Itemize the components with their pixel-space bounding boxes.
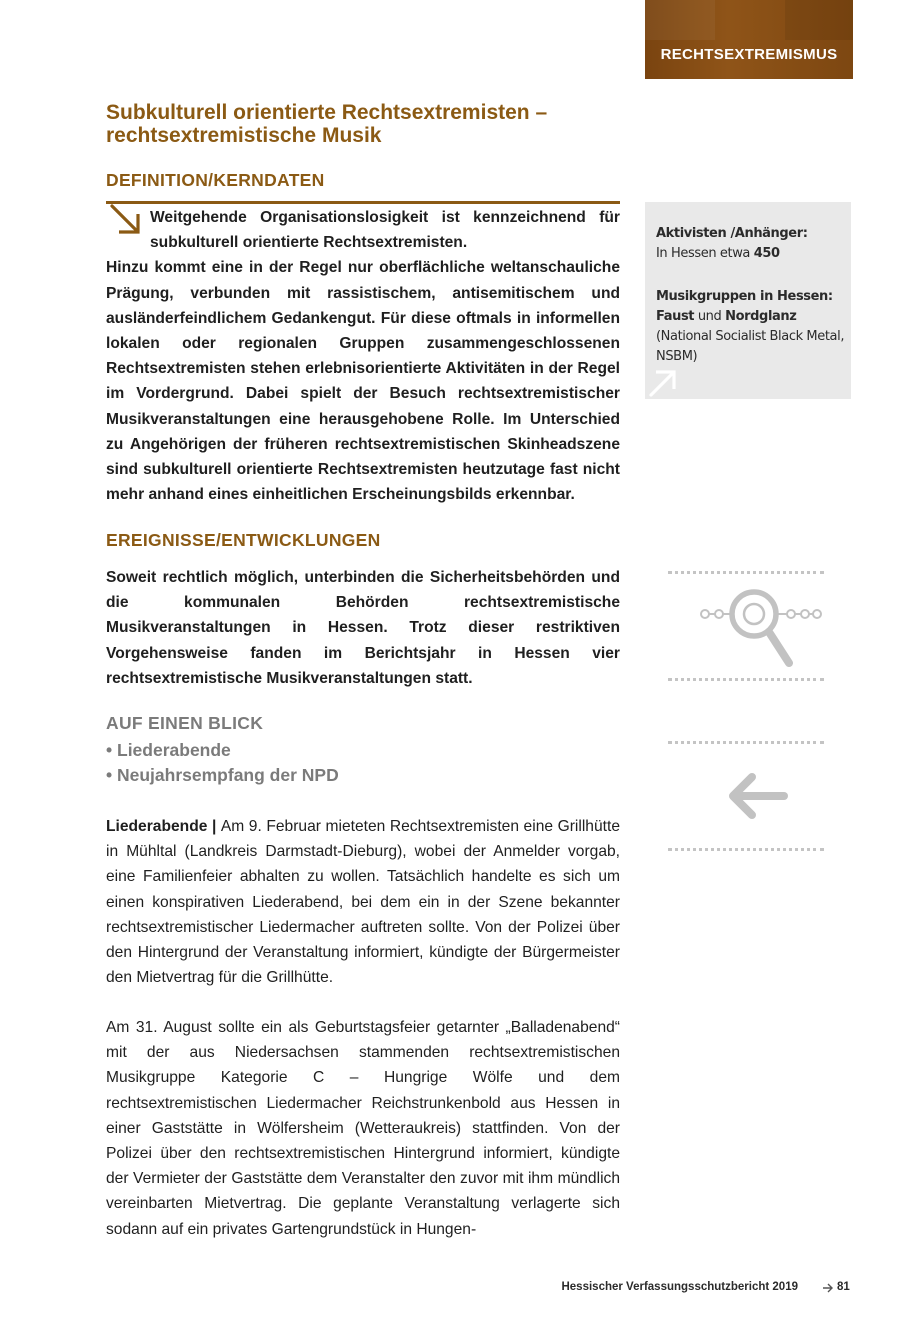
- footer-publication: Hessischer Verfassungsschutzbericht 2019: [561, 1281, 798, 1293]
- page-title: [106, 101, 626, 147]
- events-heading: EREIGNISSE/ENTWICKLUNGEN: [106, 530, 381, 550]
- arrow-up-right-icon: [647, 368, 679, 398]
- activists-label: Aktivisten /Anhänger:: [656, 226, 808, 241]
- paragraph-text: Am 9. Februar mieteten Rechtsextremisten eine Grillhütte in Mühltal (Landkreis Darmstadt-Dieburg), wobei der Anmelder vorgab, eine Familienfeier abhalten zu wollen. Tatsächlich handelte es sich um einen konspirativen Liederabend, bei dem ein in der Szene bekannter rechtsextremistischer Liedermacher auftreten sollte. Von der Polizei über den Hintergrund der Veranstaltung informiert, kündigte der Bürgermeister den Mietvertrag für die Grillhütte.: [106, 818, 620, 987]
- definition-text-rest: Hinzu kommt eine in der Regel nur oberflächliche weltanschauliche Prägung, verbunden mit rassistischem, antisemitischem und ausländerfeindlichem Gedankengut. Für diese oftmals in informellen lokalen oder regionalen Gruppen zusammengeschlossenen Rechtsextremisten stehen erlebnisorientierte Aktivitäten in der Regel im Vordergrund. Dabei spielt der Besuch rechtsextremistischer Musikveranstaltungen eine herausgehobene Rolle. Im Unterschied zu Angehörigen der früheren rechtsextremistischen Skinheadszene sind subkulturell orientierte Rechtsextremisten heutzutage fast nicht mehr anhand eines einheitlichen Erscheinungsbilds erkennbar.: [106, 259, 620, 504]
- definition-text: [106, 205, 620, 507]
- band-nordglanz: Nordglanz: [725, 309, 797, 324]
- glance-list: [106, 738, 339, 788]
- glance-item: • Liederabende: [106, 738, 339, 763]
- definition-rule: [106, 201, 620, 204]
- band-connector: und: [694, 309, 726, 324]
- page-number: 81: [837, 1281, 850, 1293]
- band-faust: Faust: [656, 309, 695, 324]
- events-intro: Soweit rechtlich möglich, unterbinden die Sicherheitsbehörden und die kommunalen Behörden rechtsextremistische Musikveranstaltungen in Hessen. Trotz dieser restriktiven Vorgehensweise fanden im Berichtsjahr in Hessen vier rechtsextremistische Musikveranstaltungen statt.: [106, 569, 620, 687]
- activists-fact: [656, 224, 846, 264]
- tab-shade: [785, 0, 853, 40]
- definition-text-lead: Weitgehende Organisationslosigkeit ist kennzeichnend für subkulturell orientierte Rechtsextremisten.: [150, 209, 620, 252]
- band-genre: (National Socialist Black Metal, NSBM): [656, 329, 845, 364]
- body-paragraph: Am 31. August sollte ein als Geburtstagsfeier getarnter „Balladenabend“ mit der aus Niedersachsen stammenden rechtsextremistischen Musikgruppe Kategorie C – Hungrige Wölfe und dem rechtsextremistischen Liedermacher Reichstrunkenbold aus Hessen in einer Gaststätte in Wölfersheim (Wetteraukreis) stattfinden. Von der Polizei über den rechtsextremistischen Hintergrund informiert, kündigte der Vermieter der Gaststätte dem Veranstalter den zuvor mit ihm mündlich vereinbarten Mietvertrag. Die geplante Veranstaltung verlagerte sich sodann auf ein privates Gartengrundstück in Hungen-: [106, 1019, 620, 1238]
- arrow-right-icon: [822, 1282, 834, 1294]
- section-tab: [645, 0, 853, 79]
- dotted-divider: [668, 571, 824, 574]
- page-title-line2: rechtsextremistische Musik: [106, 124, 382, 147]
- glance-heading: AUF EINEN BLICK: [106, 713, 264, 733]
- activists-count: 450: [753, 246, 780, 261]
- dotted-divider: [668, 678, 824, 681]
- arrow-left-icon: [726, 770, 790, 822]
- bands-fact: [656, 287, 846, 367]
- body-paragraph: [106, 814, 620, 990]
- dotted-divider: [668, 741, 824, 744]
- activists-prefix: In Hessen etwa: [656, 246, 754, 261]
- paragraph-lead: Liederabende |: [106, 818, 221, 835]
- bands-label: Musikgruppen in Hessen:: [656, 289, 833, 304]
- tab-shade: [645, 0, 715, 40]
- page-title-line1: Subkulturell orientierte Rechtsextremisten –: [106, 101, 548, 124]
- definition-heading: DEFINITION/KERNDATEN: [106, 170, 325, 190]
- magnifier-network-icon: [695, 587, 825, 669]
- section-tab-label: RECHTSEXTREMISMUS: [660, 46, 838, 63]
- dotted-divider: [668, 848, 824, 851]
- glance-item: • Neujahrsempfang der NPD: [106, 763, 339, 788]
